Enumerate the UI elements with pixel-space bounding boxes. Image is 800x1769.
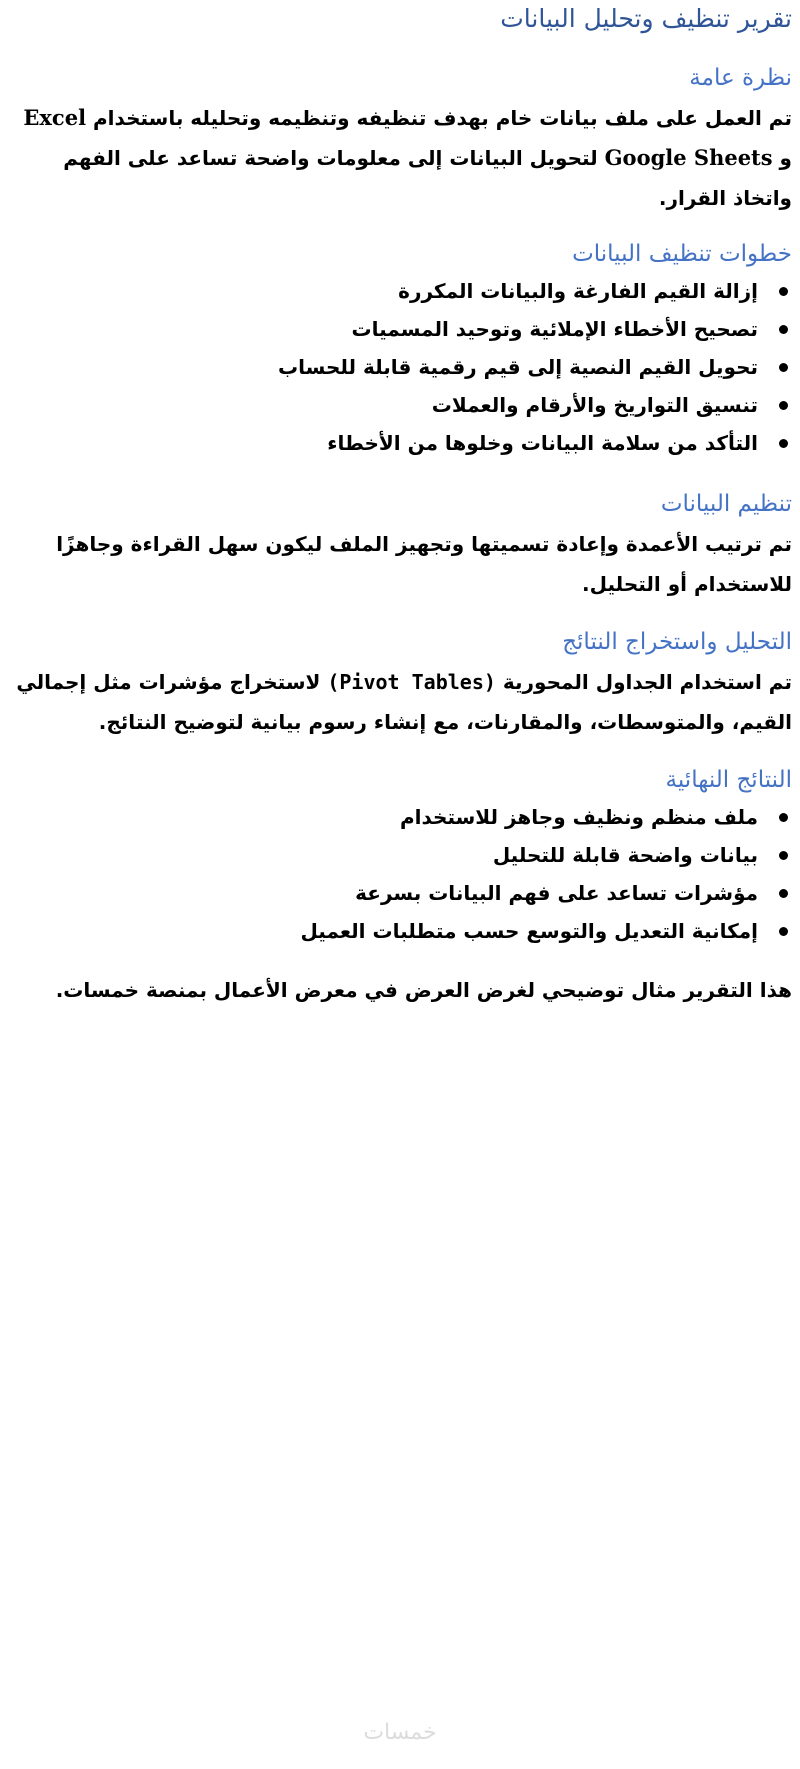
- list-item-text: التأكد من سلامة البيانات وخلوها من الأخطاء: [327, 431, 758, 455]
- closing-note: هذا التقرير مثال توضيحي لغرض العرض في معرض الأعمال بمنصة خمسات.: [55, 978, 792, 1002]
- bullet-dot-icon: [779, 401, 788, 410]
- bullet-dot-icon: [779, 363, 788, 372]
- bullet-dot-icon: [779, 439, 788, 448]
- cleaning-steps-heading: خطوات تنظيف البيانات: [572, 241, 792, 267]
- list-item: [6, 912, 758, 950]
- cleaning-steps-list: [6, 272, 792, 462]
- bullet-dot-icon: [779, 325, 788, 334]
- list-item: [6, 424, 758, 462]
- list-item-text: تنسيق التواريخ والأرقام والعملات: [431, 393, 758, 417]
- bullet-dot-icon: [779, 851, 788, 860]
- bullet-dot-icon: [779, 889, 788, 898]
- bullet-dot-icon: [779, 927, 788, 936]
- list-item: [6, 348, 758, 386]
- list-item: [6, 798, 758, 836]
- analysis-heading: التحليل واستخراج النتائج: [562, 629, 792, 655]
- bullet-dot-icon: [779, 813, 788, 822]
- list-item-text: بيانات واضحة قابلة للتحليل: [492, 843, 758, 867]
- list-item-text: تحويل القيم النصية إلى قيم رقمية قابلة للحساب: [277, 355, 758, 379]
- khamsat-watermark: خمسات: [363, 1720, 437, 1745]
- overview-paragraph: [6, 98, 792, 218]
- list-item-text: ملف منظم ونظيف وجاهز للاستخدام: [399, 805, 758, 829]
- document-title: تقرير تنظيف وتحليل البيانات: [500, 4, 792, 33]
- list-item: [6, 874, 758, 912]
- analysis-text-part2: لاستخراج مؤشرات مثل إجمالي القيم، والمتوسطات، والمقارنات، مع إنشاء رسوم بيانية لتوضيح النتائج.: [16, 670, 792, 734]
- overview-heading: نظرة عامة: [689, 65, 792, 91]
- results-list: [6, 798, 792, 950]
- list-item: [6, 386, 758, 424]
- list-item-text: مؤشرات تساعد على فهم البيانات بسرعة: [355, 881, 758, 905]
- analysis-text-part1: تم استخدام الجداول المحورية: [495, 670, 792, 694]
- list-item-text: تصحيح الأخطاء الإملائية وتوحيد المسميات: [351, 317, 758, 341]
- excel-term: Excel: [23, 105, 87, 130]
- list-item-text: إمكانية التعديل والتوسع حسب متطلبات العميل: [300, 919, 758, 943]
- overview-text-part1: تم العمل على ملف بيانات خام بهدف تنظيفه وتنظيمه وتحليله باستخدام: [86, 106, 792, 130]
- results-heading: النتائج النهائية: [665, 767, 792, 793]
- pivot-tables-term: (Pivot Tables): [327, 670, 496, 694]
- overview-text-part3: لتحويل البيانات إلى معلومات واضحة تساعد على الفهم واتخاذ القرار.: [63, 146, 792, 210]
- bullet-dot-icon: [779, 287, 788, 296]
- analysis-paragraph: [6, 662, 792, 742]
- organization-heading: تنظيم البيانات: [660, 491, 792, 517]
- organization-paragraph: تم ترتيب الأعمدة وإعادة تسميتها وتجهيز الملف ليكون سهل القراءة وجاهزًا للاستخدام أو التحليل.: [56, 532, 792, 596]
- google-sheets-term: Google Sheets: [604, 145, 773, 170]
- overview-text-part2: و: [772, 146, 792, 170]
- list-item-text: إزالة القيم الفارغة والبيانات المكررة: [398, 279, 758, 303]
- list-item: [6, 836, 758, 874]
- list-item: [6, 272, 758, 310]
- list-item: [6, 310, 758, 348]
